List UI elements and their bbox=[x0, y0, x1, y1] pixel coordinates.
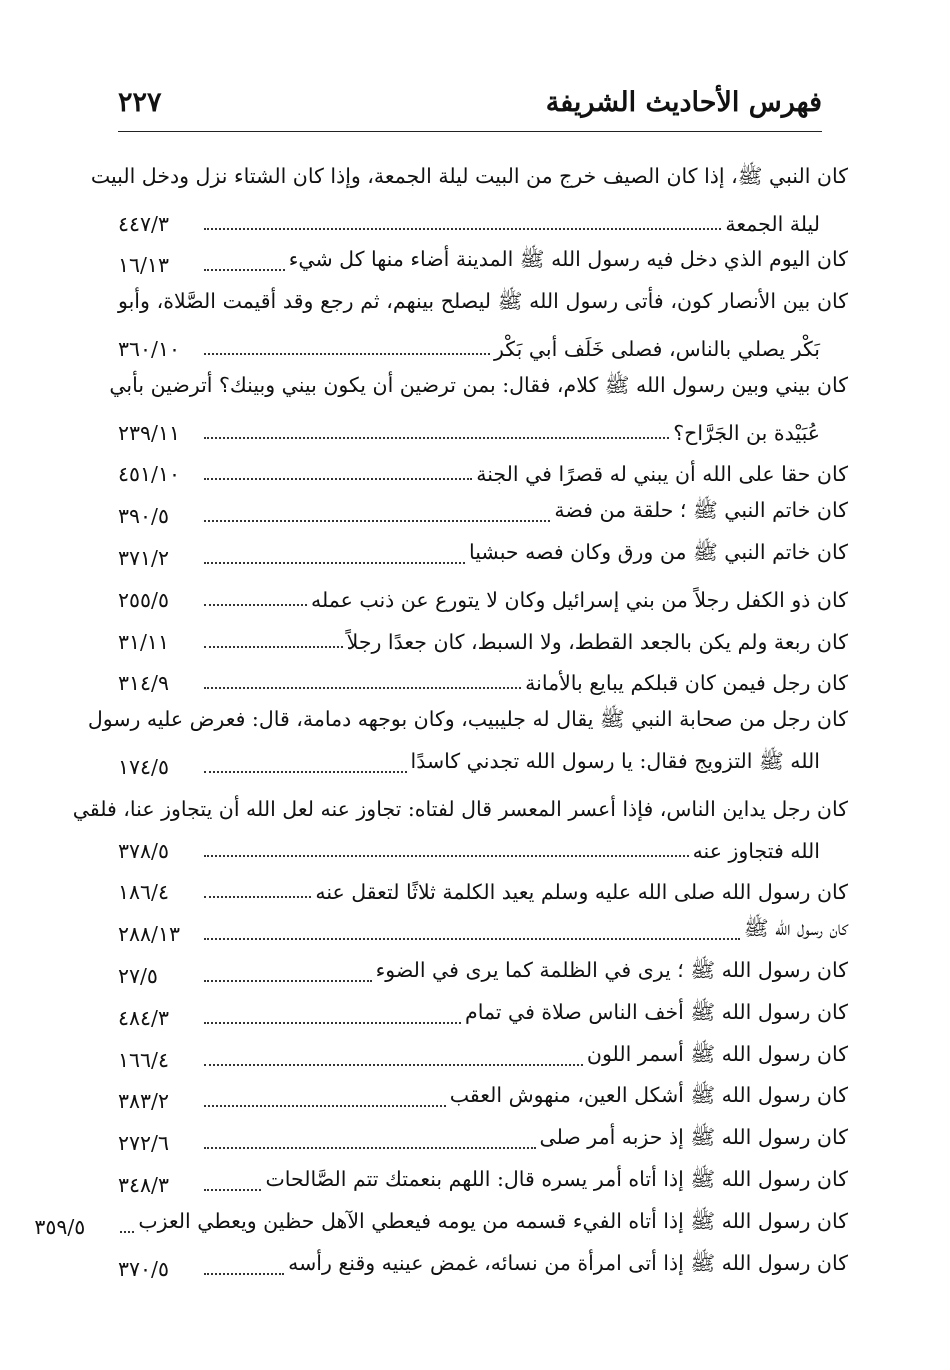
volume-page-ref: ٢٧٢/٦ bbox=[118, 1131, 169, 1156]
entry-ref-line bbox=[34, 1197, 848, 1239]
entry-ref-line bbox=[118, 946, 848, 988]
page-header bbox=[118, 80, 822, 124]
dot-leader bbox=[204, 1272, 284, 1275]
volume-page-ref: ٣٤٨/٣ bbox=[118, 1172, 169, 1197]
volume-page-ref: ٣٦٠/١٠ bbox=[118, 336, 180, 361]
dot-leader bbox=[204, 686, 521, 689]
entry-ref-line bbox=[118, 612, 848, 654]
volume-page-ref: ١٦/١٣ bbox=[118, 253, 169, 278]
index-entry bbox=[118, 654, 848, 696]
index-entry bbox=[109, 361, 848, 445]
dot-leader bbox=[204, 561, 465, 564]
entry-ref-line bbox=[118, 403, 848, 445]
page-title: فهرس الأحاديث الشريفة bbox=[545, 86, 822, 118]
entry-ref-line bbox=[118, 863, 848, 905]
entry-first-line bbox=[72, 779, 848, 821]
entry-text: كان رسول الله ﷺ إذا أتاه الفيء قسمه من يومه فيعطي الآهل حظين ويعطي العزب bbox=[138, 1208, 848, 1233]
entry-ref-line bbox=[118, 1155, 848, 1197]
entry-text: كان خاتم النبي ﷺ ؛ حلقة من فضة bbox=[554, 498, 848, 523]
entry-text: كان رسول الله ﷺ إذا أتاه أمر يسره قال: اللهم بنعمتك تتم الصَّالحات bbox=[265, 1166, 848, 1191]
dot-leader bbox=[204, 1188, 261, 1191]
entry-first-line bbox=[118, 277, 848, 319]
entry-text: كان رسول الله صلى الله عليه وسلم يعيد الكلمة ثلاثًا لتعقل عنه bbox=[315, 880, 848, 905]
index-entry bbox=[118, 1113, 848, 1155]
dot-leader bbox=[204, 268, 285, 271]
dot-leader bbox=[204, 1063, 583, 1066]
volume-page-ref: ٢٣٩/١١ bbox=[118, 420, 180, 445]
entry-text: بَكْر يصلي بالناس، فصلى خَلَف أبي بَكْر bbox=[493, 336, 820, 361]
volume-page-ref: ٣٩٠/٥ bbox=[118, 504, 169, 529]
volume-page-ref: ٢٧/٥ bbox=[118, 963, 158, 988]
index-entry bbox=[118, 277, 848, 361]
index-entry bbox=[90, 152, 848, 236]
volume-page-ref: ٣٧٨/٥ bbox=[118, 838, 169, 863]
index-entry bbox=[118, 1239, 848, 1281]
index-entry bbox=[118, 988, 848, 1030]
dot-leader bbox=[204, 352, 490, 355]
entry-text: كان ربعة ولم يكن بالجعد القطط، ولا السبط، كان جعدًا رجلاً bbox=[346, 629, 848, 654]
entry-text: كان بيني وبين رسول الله ﷺ كلام، فقال: بمن ترضين أن يكون بيني وبينك؟ أترضين بأبي bbox=[109, 372, 848, 397]
volume-page-ref: ١٨٦/٤ bbox=[118, 880, 169, 905]
entry-text: كان رسول الله ﷺ إذ حزبه أمر صلى bbox=[539, 1125, 848, 1150]
entry-ref-line bbox=[118, 1113, 848, 1155]
entry-ref-line bbox=[118, 988, 848, 1030]
entry-first-line bbox=[90, 152, 848, 194]
entry-ref-line bbox=[118, 528, 848, 570]
entry-text: كان رسول الله ﷺ أسمر اللون bbox=[586, 1041, 848, 1066]
entry-ref-line bbox=[118, 821, 848, 863]
dot-leader bbox=[204, 937, 740, 940]
volume-page-ref: ٣١٤/٩ bbox=[118, 671, 169, 696]
entry-ref-line bbox=[118, 236, 848, 278]
entry-first-line bbox=[109, 361, 848, 403]
entry-text: كان رجل فيمن كان قبلكم يبايع بالأمانة bbox=[525, 671, 848, 696]
dot-leader bbox=[204, 854, 689, 857]
dot-leader bbox=[204, 895, 311, 898]
volume-page-ref: ٣٧٠/٥ bbox=[118, 1256, 169, 1281]
index-entry bbox=[118, 445, 848, 487]
dot-leader bbox=[204, 645, 343, 648]
entry-ref-line bbox=[118, 1072, 848, 1114]
volume-page-ref: ١٦٦/٤ bbox=[118, 1047, 169, 1072]
index-entry bbox=[118, 486, 848, 528]
index-entry bbox=[34, 1197, 848, 1239]
entry-ref-line bbox=[118, 654, 848, 696]
index-entry bbox=[118, 946, 848, 988]
entry-text: كان ذو الكفل رجلاً من بني إسرائيل وكان لا يتورع عن ذنب عمله bbox=[310, 587, 848, 612]
entry-text: كان رجل يداين الناس، فإذا أعسر المعسر قال لفتاه: تجاوز عنه لعل الله أن يتجاوز عنا، فلقي bbox=[72, 796, 848, 821]
entry-text: كان رسول الله ﷺ ؛ يرى في الظلمة كما يرى في الضوء bbox=[375, 957, 848, 982]
volume-page-ref: ٢٥٥/٥ bbox=[118, 587, 169, 612]
index-entry bbox=[118, 863, 848, 905]
index-entry bbox=[118, 904, 848, 946]
entry-text: كان رسول الله ﷺ إذا أتى امرأة من نسائه، غمض عينيه وقنع رأسه bbox=[288, 1250, 848, 1275]
entry-ref-line bbox=[118, 570, 848, 612]
index-entry bbox=[118, 236, 848, 278]
entry-ref-line bbox=[118, 1030, 848, 1072]
entry-text: كان بين الأنصار كون، فأتى رسول الله ﷺ ليصلح بينهم، ثم رجع وقد أقيمت الصَّلاة، وأبو bbox=[118, 289, 848, 314]
volume-page-ref: ٤٥١/١٠ bbox=[118, 462, 180, 487]
entry-ref-line bbox=[118, 737, 848, 779]
index-entry bbox=[118, 528, 848, 570]
hadith-index-list bbox=[34, 152, 848, 1281]
dot-leader bbox=[204, 227, 721, 230]
entry-ref-line bbox=[118, 319, 848, 361]
dot-leader bbox=[204, 1021, 461, 1024]
dot-leader bbox=[204, 436, 669, 439]
entry-ref-line bbox=[118, 445, 848, 487]
dot-leader bbox=[204, 519, 550, 522]
volume-page-ref: ٣٧١/٢ bbox=[118, 545, 169, 570]
volume-page-ref: ٤٨٤/٣ bbox=[118, 1005, 169, 1030]
header-divider bbox=[118, 131, 822, 132]
entry-text: كان رسول الله ﷺ bbox=[743, 916, 848, 941]
index-entry bbox=[118, 1155, 848, 1197]
entry-text: الله ﷺ التزويج فقال: يا رسول الله تجدني كاسدًا bbox=[410, 748, 820, 773]
entry-first-line bbox=[87, 695, 848, 737]
volume-page-ref: ٣٥٩/٥ bbox=[34, 1214, 86, 1239]
entry-ref-line bbox=[118, 1239, 848, 1281]
dot-leader bbox=[204, 770, 407, 773]
index-entry bbox=[118, 570, 848, 612]
volume-page-ref: ٤٤٧/٣ bbox=[118, 211, 169, 236]
dot-leader bbox=[204, 1104, 446, 1107]
dot-leader bbox=[204, 979, 372, 982]
entry-text: كان اليوم الذي دخل فيه رسول الله ﷺ المدينة أضاء منها كل شيء bbox=[288, 247, 848, 272]
entry-text: عُبَيْدة بن الجَرَّاح؟ bbox=[673, 420, 820, 445]
index-entry bbox=[87, 695, 848, 779]
entry-text: كان رجل من صحابة النبي ﷺ يقال له جليبيب، وكان بوجهه دمامة، قال: فعرض عليه رسول bbox=[87, 707, 848, 732]
entry-text: كان خاتم النبي ﷺ من ورق وكان فصه حبشيا bbox=[468, 539, 848, 564]
entry-text: الله فتجاوز عنه bbox=[692, 838, 820, 863]
index-entry bbox=[118, 1030, 848, 1072]
entry-text: كان النبي ﷺ، إذا كان الصيف خرج من البيت ليلة الجمعة، وإذا كان الشتاء نزل ودخل البيت bbox=[90, 163, 848, 188]
page-number: ٢٢٧ bbox=[118, 86, 162, 118]
entry-text: كان رسول الله ﷺ أشكل العين، منهوش العقب bbox=[449, 1083, 848, 1108]
dot-leader bbox=[120, 1230, 134, 1233]
dot-leader bbox=[204, 603, 307, 606]
volume-page-ref: ٢٨٨/١٣ bbox=[118, 922, 180, 947]
index-entry bbox=[118, 1072, 848, 1114]
index-entry bbox=[72, 779, 848, 863]
entry-ref-line bbox=[118, 194, 848, 236]
volume-page-ref: ١٧٤/٥ bbox=[118, 754, 169, 779]
entry-text: كان رسول الله ﷺ أخف الناس صلاة في تمام bbox=[465, 999, 848, 1024]
volume-page-ref: ٣٨٣/٢ bbox=[118, 1089, 169, 1114]
entry-ref-line bbox=[118, 486, 848, 528]
entry-ref-line bbox=[118, 904, 848, 946]
volume-page-ref: ٣١/١١ bbox=[118, 629, 169, 654]
dot-leader bbox=[204, 1146, 536, 1149]
index-entry bbox=[118, 612, 848, 654]
entry-text: ليلة الجمعة bbox=[725, 211, 820, 236]
entry-text: كان حقا على الله أن يبني له قصرًا في الجنة bbox=[476, 462, 848, 487]
dot-leader bbox=[204, 477, 472, 480]
